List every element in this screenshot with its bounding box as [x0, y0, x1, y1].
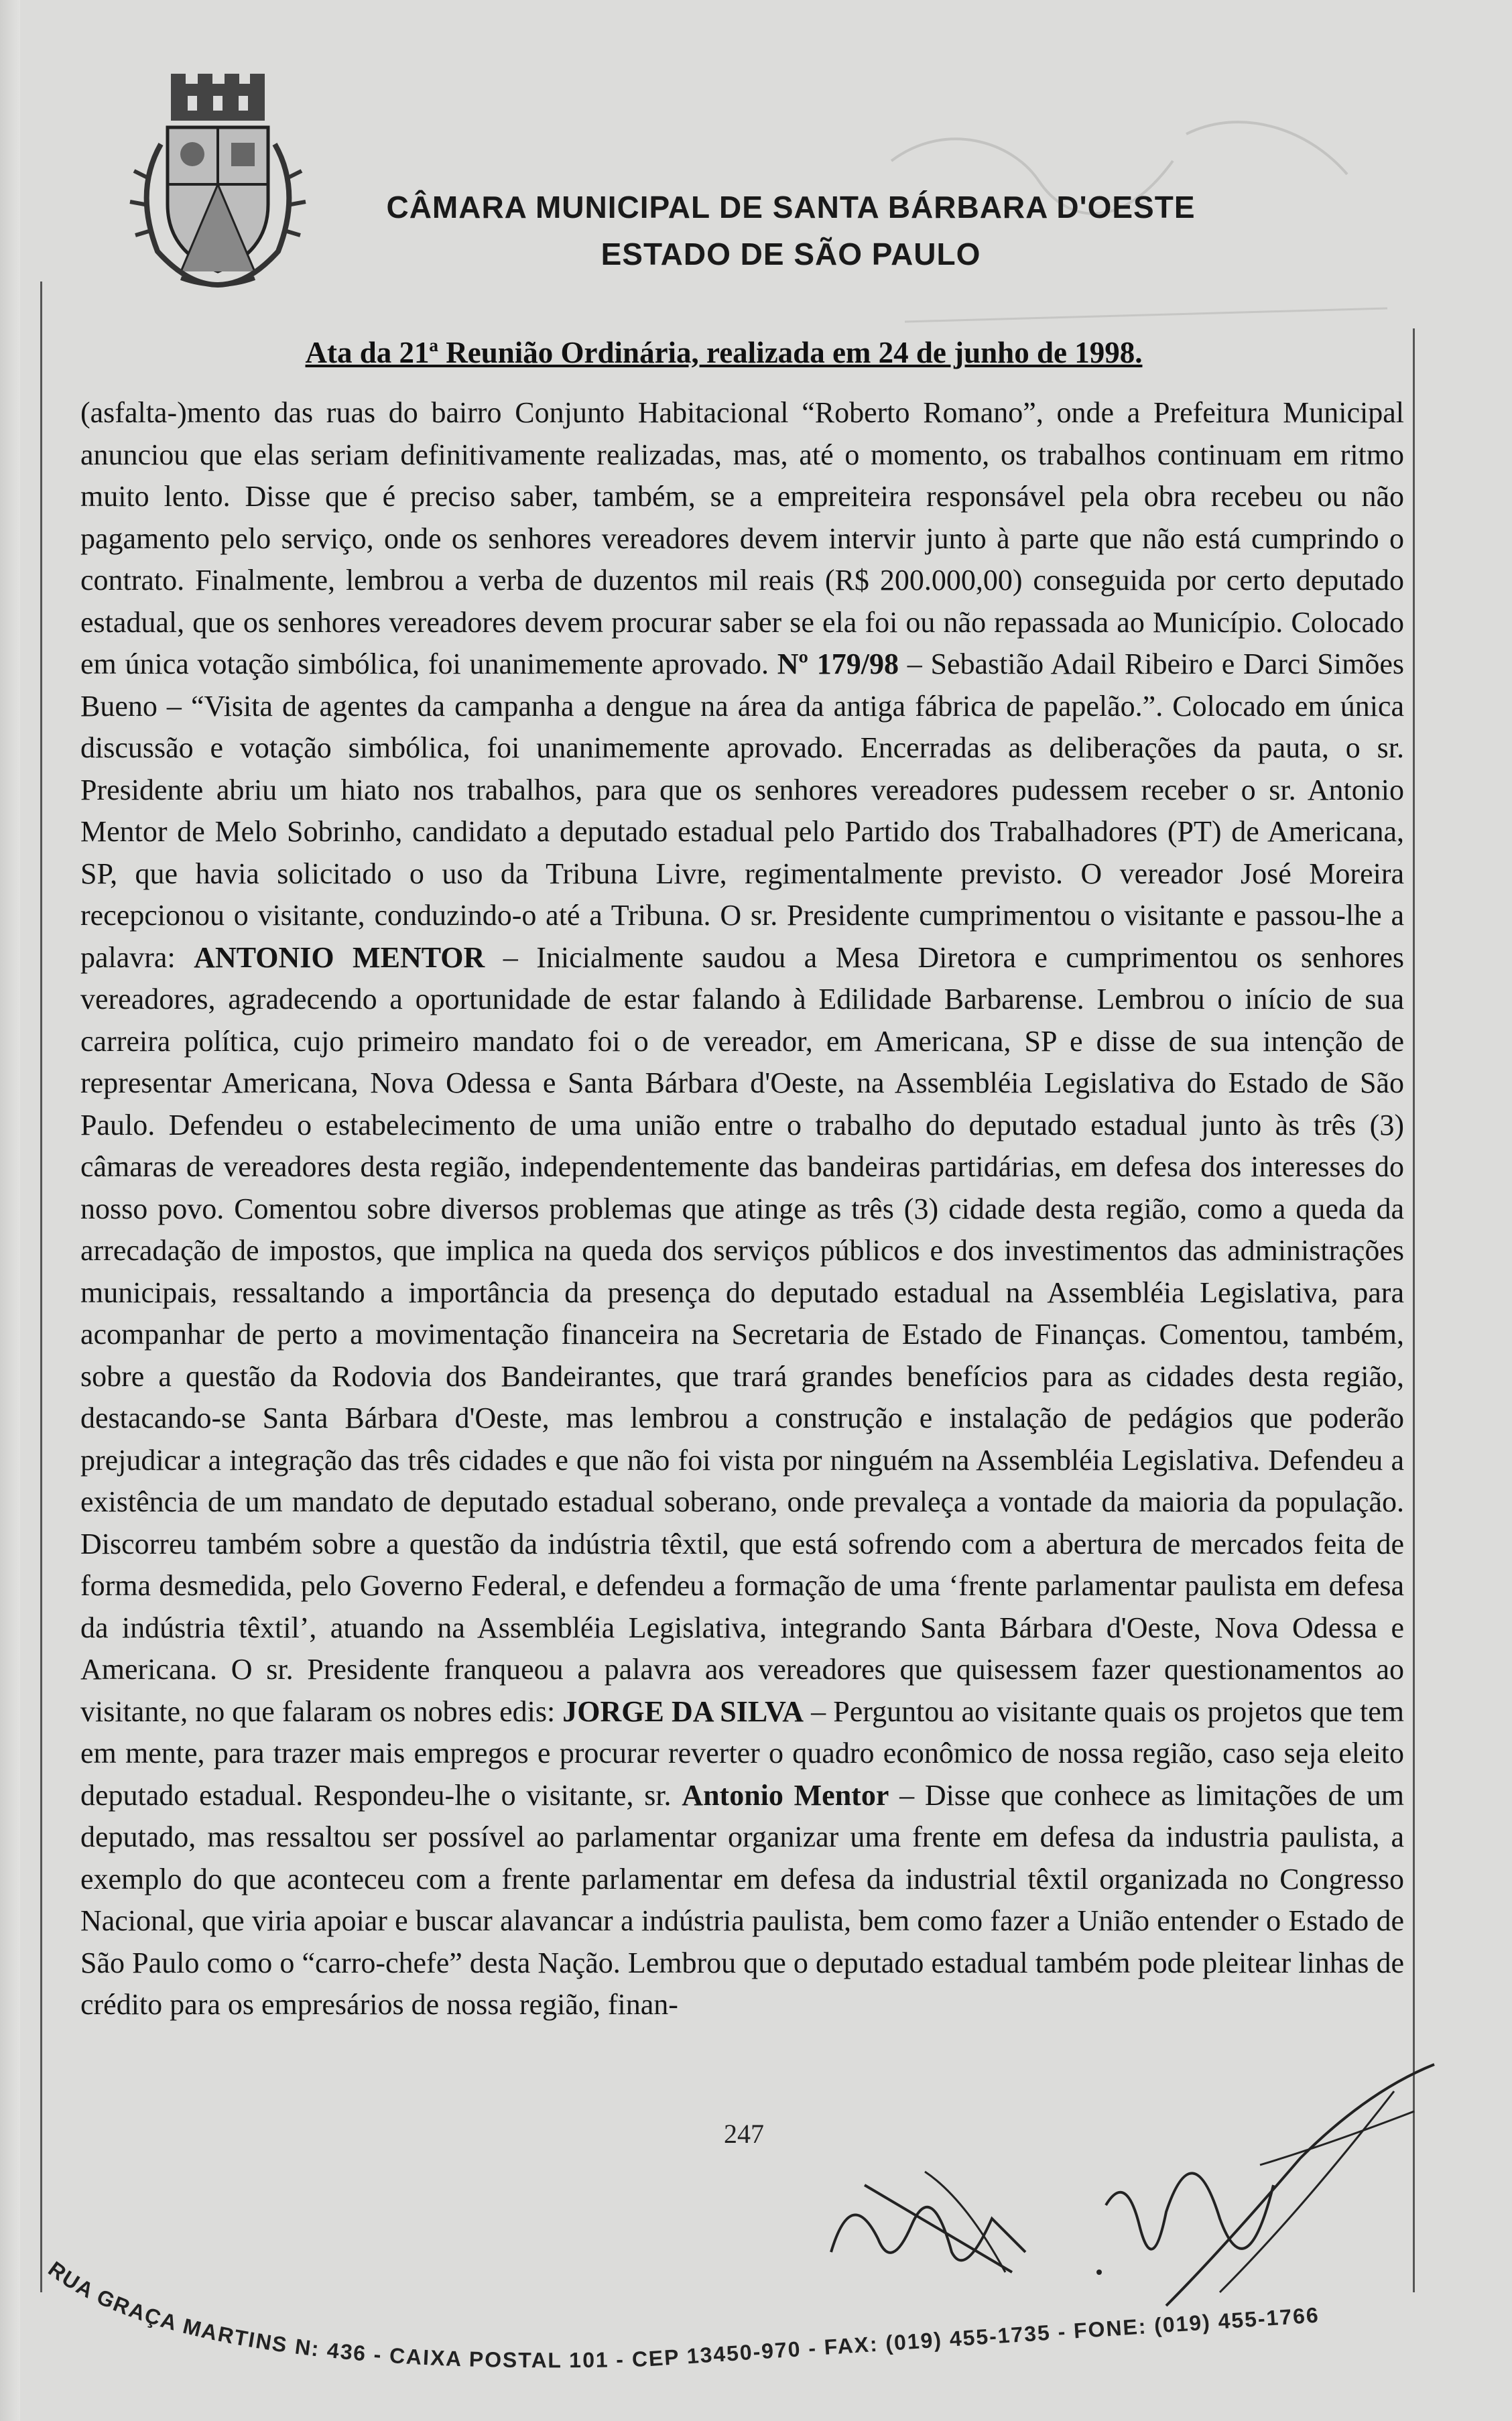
page-number: 247	[724, 2119, 764, 2149]
svg-text:RUA GRAÇA MARTINS N: 436 - CAI	[47, 2257, 1320, 2373]
speaker-name: ANTONIO MENTOR	[194, 940, 485, 974]
body-text-part: – Inicialmente saudou a Mesa Diretora e cumprimentou os senhores vereadores, agradecendo a oportunidade de estar falando à Edilidade Barbarense. Lembrou o início de sua carreira política, cujo primeiro mandato foi o de vereador, em Americana, SP e disse de sua intenção de representar Americana, Nova Odessa e Santa Bárbara d'Oeste, na Assembléia Legislativa do Estado de São Paulo. Defendeu o estabelecimento de uma união entre o trabalho do deputado estadual junto às três (3) câmaras de vereadores desta região, independentemente das bandeiras partidárias, em defesa dos interesses do nosso povo. Comentou sobre diversos problemas que atinge as três (3) cidade desta região, como a queda da arrecadação de impostos, que implica na queda dos serviços públicos e dos investimentos das administrações municipais, ressaltando a importância da presença do deputado estadual na Assembléia Legislativa, para acompanhar de perto a movimentação financeira na Secretaria de Estado de Finanças. Comentou, também, sobre a questão da Rodovia dos Bandeirantes, que trará grandes benefícios para as cidades desta região, destacando-se Santa Bárbara d'Oeste, mas lembrou a construção e instalação de pedágios que poderão prejudicar a integração das três cidades e que não foi vista por ninguém na Assembléia Legislativa. Defendeu a existência de um mandato de deputado estadual soberano, onde prevaleça a vontade da maioria da população. Discorreu também sobre a questão da indústria têxtil, que está sofrendo com a abertura de mercados feita de forma desmedida, pelo Governo Federal, e defendeu a formação de uma ‘frente parlamentar paulista em defesa da indústria têxtil’, atuando na Assembléia Legislativa, integrando Santa Bárbara d'Oeste, Nova Odessa e Americana. O sr. Presidente franqueou a palavra aos vereadores que quisessem fazer questionamentos ao visitante, no que falaram os nobres edis:	[80, 940, 1405, 1728]
minutes-title: Ata da 21ª Reunião Ordinária, realizada em 24 de junho de 1998.	[305, 336, 1143, 369]
page-binding-edge	[0, 0, 20, 2421]
request-number: Nº 179/98	[777, 647, 899, 680]
left-margin-rule	[40, 282, 42, 2292]
speaker-name: JORGE DA SILVA	[562, 1694, 804, 1728]
minutes-paragraph	[80, 392, 1404, 2026]
body-text-part: – Sebastião Adail Ribeiro e Darci Simões Bueno – “Visita de agentes da campanha a dengue na área da antiga fábrica de papelão.”. Colocado em única discussão e votação simbólica, foi unanimemente aprovado. Encerradas as deliberações da pauta, o sr. Presidente abriu um hiato nos trabalhos, para que os senhores vereadores pudessem receber o sr. Antonio Mentor de Melo Sobrinho, candidato a deputado estadual pelo Partido dos Trabalhadores (PT) de Americana, SP, que havia solicitado o uso da Tribuna Livre, regimentalmente previsto. O vereador José Moreira recepcionou o visitante, conduzindo-o até a Tribuna. O sr. Presidente cumprimentou o visitante e passou-lhe a palavra:	[80, 647, 1404, 974]
body-text-part: – Perguntou ao visitante quais os projetos que tem em mente, para trazer mais empregos e procurar reverter o quadro econômico de nossa região, caso seja eleito deputado estadual. Respondeu-lhe o visitante, sr.	[80, 1694, 1405, 1812]
speaker-name: Antonio Mentor	[682, 1778, 889, 1812]
footer-address-text: UA GRAÇA MARTINS N: 436 - CAIXA POSTAL 101 - CEP 13450-970 - FAX: (019) 455-1735 - FONE: (019) 455-1766	[58, 2265, 1320, 2373]
municipal-coat-of-arms-icon	[121, 70, 315, 292]
body-text-part: (asfalta-)mento das ruas do bairro Conjunto Habitacional “Roberto Romano”, onde a Prefeitura Municipal anunciou que elas seriam definitivamente realizadas, mas, até o momento, os trabalhos continuam em ritmo muito lento. Disse que é preciso saber, também, se a empreiteira responsável pela obra recebeu ou não pagamento pelo serviço, onde os senhores vereadores devem intervir junto à parte que não está cumprindo o contrato. Finalmente, lembrou a verba de duzentos mil reais (R$ 200.000,00) conseguida por certo deputado estadual, que os senhores vereadores devem procurar saber se ela foi ou não repassada ao Município. Colocado em única votação simbólica, foi unanimemente aprovado.	[80, 396, 1404, 680]
right-margin-rule	[1413, 328, 1415, 2292]
footer-address-arc	[47, 2252, 1468, 2400]
letterhead-subtitle: ESTADO DE SÃO PAULO	[601, 237, 981, 271]
letterhead-title: CÂMARA MUNICIPAL DE SANTA BÁRBARA D'OESTE	[386, 190, 1196, 225]
body-text-part: – Disse que conhece as limitações de um deputado, mas ressaltou ser possível ao parlamentar organizar uma frente em defesa da industria paulista, a exemplo do que aconteceu com a frente parlamentar em defesa da industrial têxtil organizada no Congresso Nacional, que viria apoiar e buscar alavancar a indústria paulista, bem como fazer a União entender o Estado de São Paulo como o “carro-chefe” desta Nação. Lembrou que o deputado estadual também pode pleitear linhas de crédito para os empresários de nossa região, finan-	[80, 1778, 1404, 2021]
footer-address	[47, 2252, 1468, 2400]
minutes-body	[80, 392, 1404, 2026]
